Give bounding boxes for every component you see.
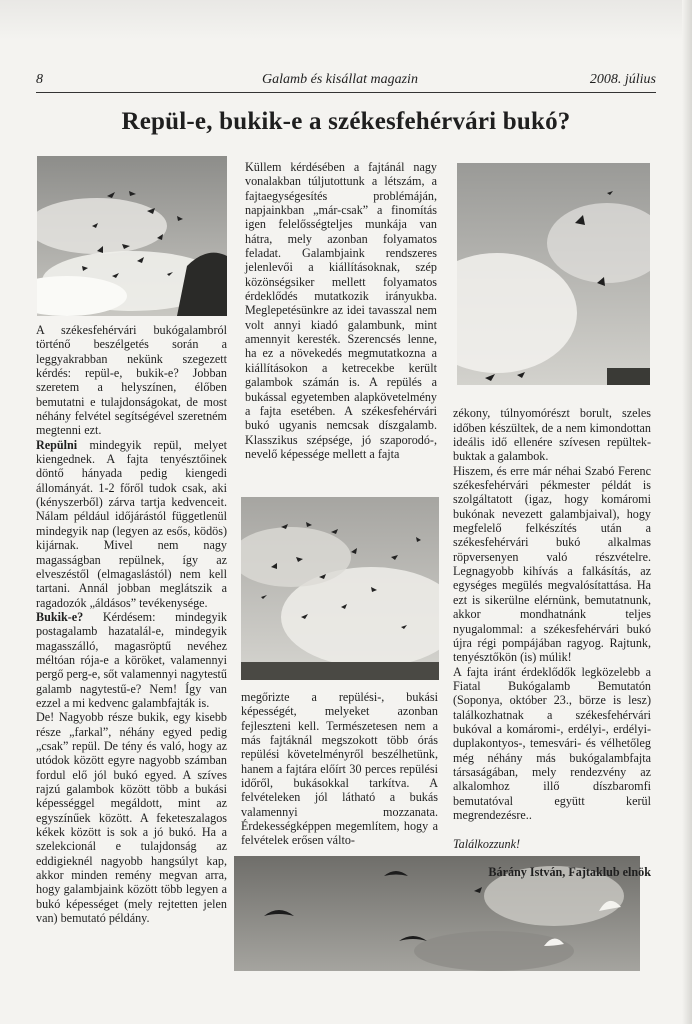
article-column-2-bottom: [241, 690, 438, 848]
lead-repulni: Repülni: [36, 437, 78, 452]
running-header: [36, 70, 656, 93]
photo-pigeons-flock-3: [241, 497, 439, 680]
photo-pigeons-flock-1: [37, 156, 227, 316]
page-edge: [682, 0, 692, 1024]
paragraph-intro: A székesfehérvári bukógalambról történő beszélgetés során a leggyakrabban nekünk szegezett kérdés: repül-e, bukik-e? Jobban szeretem a helyszínen, élőben bemutatni e tulajdonságokat, de most néhány felvétel segítségével szeretném megtenni ezt.: [36, 323, 227, 438]
paragraph-repulni: [36, 438, 227, 610]
paragraph-bukik: [36, 610, 227, 710]
article-column-1: [36, 323, 227, 925]
article-title: Repül-e, bukik-e a székesfehérvári bukó?: [121, 108, 571, 135]
article-column-3: [453, 392, 651, 894]
lead-bukik: Bukik-e?: [36, 609, 84, 624]
paragraph-bukik-text: Kérdésem: mindegyik postagalamb hazatalál-e, mindegyik magasszálló, magasröptű nevéhez méltóan rója-e a köröket, valamennyi pergő perg-e, sőt valamennyi nagytestű galamb nagytestű-e? Nem! Így van ezzel a mi kedvenc galambfajták is.: [36, 609, 227, 710]
author-signature: Bárány István, Fajtaklub elnök: [488, 865, 651, 880]
closing-line: Találkozzunk!: [453, 836, 521, 851]
article-column-2-top: [245, 160, 437, 461]
paragraph-de: De! Nagyobb része bukik, egy kisebb része „farkal”, néhány egyed pedig „csak” repül. De tény és való, hogy az utódok között egyre nagyobb számban fordul elő jól bukó egyed. A szíves rajzú galambok között több a bukási képességgel megáldott, mint az egyszínűek között. A feketeszalagos kékek között is sok a jó bukó. Ha a szelekcionál e tulajdonság az eddigieknél nagyobb hangsúlyt kap, akkor minden remény megvan arra, hogy galambjaink között több legyen a bukó képességet (mely rejtetten jelen van) bemutató példány.: [36, 710, 227, 926]
paragraph-megorizte: megőrizte a repülési-, bukási képességét, melyeket azonban fejleszteni kell. Természetesen nem a más fajtáknál megszokott több órás repülési követelményről beszélhetünk, hanem a fajtára előírt 30 perces repülési időről, bukásokkal tarkítva. A felvételeken jól látható a bukás valamennyi mozzanata. Érdekességképpen megemlítem, hogy a felvételek erősen válto-: [241, 690, 438, 848]
paragraph-kullem: Küllem kérdésében a fajtánál nagy vonalakban túljutottunk a létszám, a fajtaegységesítés problémáján, napjainkban „már-csak” a finomítás igen felelősségteljes munkája van hátra, mely azonban folyamatos feladat. Galambjaink rendszeres jelenlevői a kiállításoknak, szép közönségsiker mellett folyamatos érdeklődés mutatkozik irányukba. Meglepetésünkre az idei tavasszal nem volt annyi kiadó galambunk, mint amennyit keresték. Szerencsés lenne, ha ez a növekedés megmutatkozna a kiállításokon a ketrecekbe került galambok számán is. A repülés a bukással egyetemben alapkövetelmény a fajta esetében. A székesfehérvári bukó ugyanis nemcsak díszgalamb. Klasszikus szépsége, jó szaporodó-, nevelő képessége mellett a fajta: [245, 160, 437, 461]
paragraph-zekeny: zékony, túlnyomórészt borult, szeles időben készültek, de a nem kimondottan ideális idő ellenére szívesen repültek-buktak a galambok. Hiszem, és erre már néhai Szabó Ferenc székesfehérvári pékmester példát is szolgáltatott (igaz, hogy komáromi bukónak nevezett galambjaival), hogy megfelelő felkészítés után a székesfehérvári bukó alkalmas röpversenyen való részvételre. Legnagyobb kihívás a falkásítás, az egységes megülés megvalósítattása. Ha ezt is sikerülne elérnünk, bemutatnunk, akkor mondhatnánk teljes nyugalommal: a székesfehérvári bukó újra régi pompájában ragyog. Rajtunk, tenyésztőkön (is) múlik! A fajta iránt érdeklődők legközelebb a Fiatal Bukógalamb Bemutatón (Soponya, október 23., börze is lesz) találkozhatnak a székesfehérvári bukóval a komáromi-, erdélyi-, erdélyi-duplakontyos-, temesvári- és vélhetőleg még néhány más bukógalambfajta társaságában, mely rendezvény az alkalomhoz illő díszbaromfi bemutatóval együtt kerül megrendezésre..: [453, 406, 651, 822]
page-top-shade: [0, 0, 692, 40]
paragraph-repulni-text: mindegyik repül, melyet kiengednek. A fajta tenyésztőinek döntő hányada pedig kiengedi állományát. 1-2 főről tudok csak, aki (kényszerből) zárva tartja kedvenceit. Nálam például időjárástól függetlenül mindegyik nap (legyen az esős, ködös) kijárnak. Mivel nem nagy magasságban repülnek, így az elveszéstől (elmagaslástól) nem kell tartani. Annál jobban meglátszik a ragadozók „áldásos” tevékenysége.: [36, 437, 227, 610]
issue-date: 2008. július: [589, 72, 656, 87]
photo-pigeons-flock-2: [457, 163, 650, 385]
page-number: 8: [36, 72, 43, 87]
magazine-name: Galamb és kisállat magazin: [262, 72, 418, 87]
